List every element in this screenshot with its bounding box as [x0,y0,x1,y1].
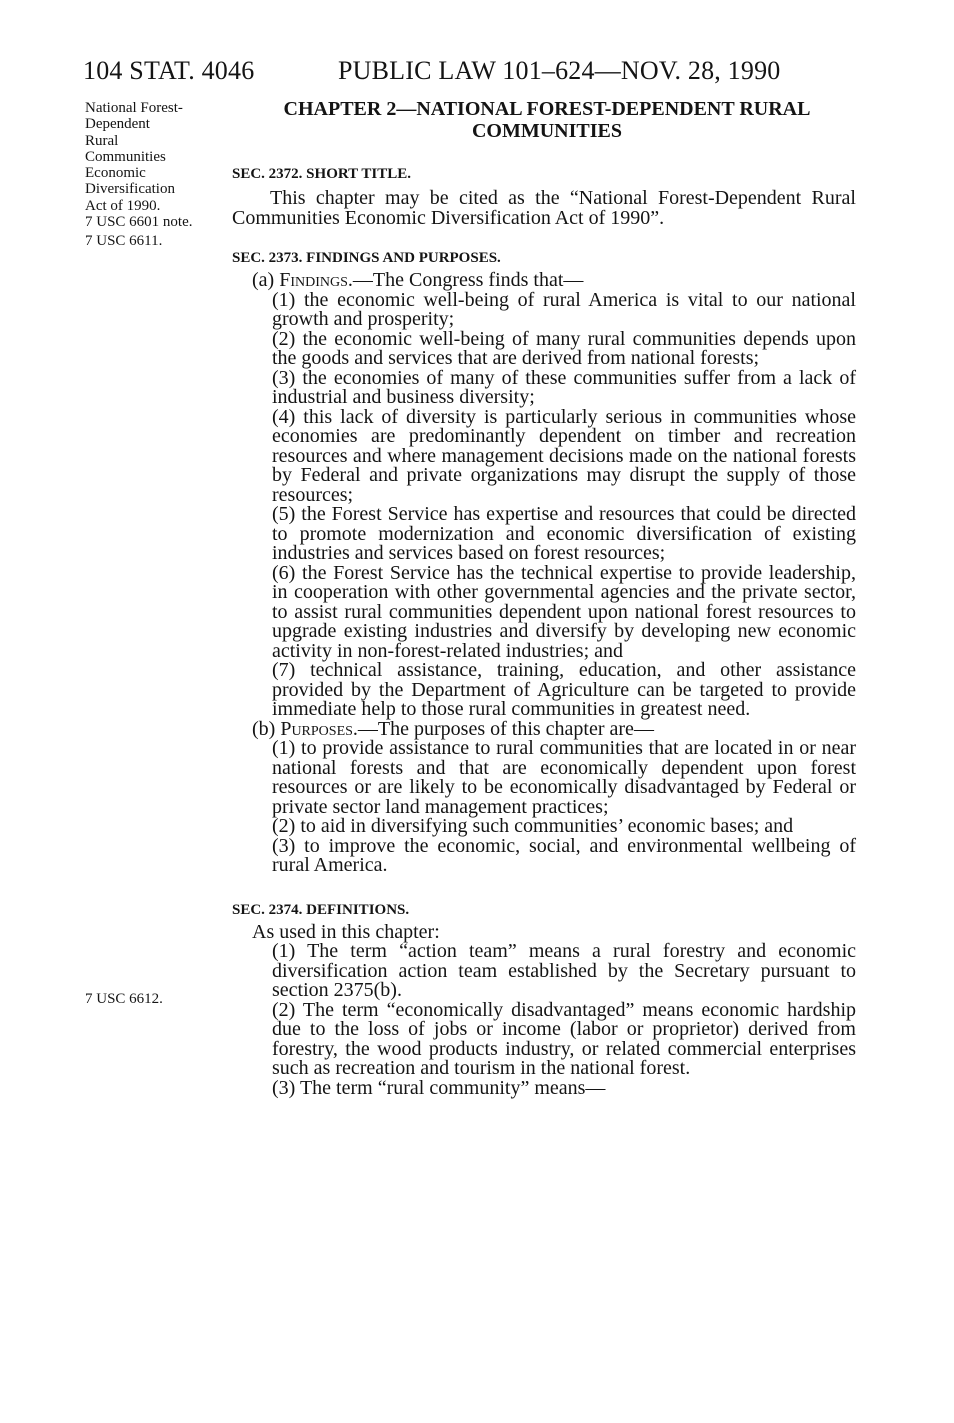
margin-note-act-title [85,100,193,230]
definitions-intro: As used in this chapter: [252,920,440,943]
definition-item: (3) The term “rural community” means— [272,1076,606,1099]
purposes-label: Purposes [280,717,353,740]
finding-item: (3) the economies of many of these communities suffer from a lack of industrial and business diversity; [272,366,856,408]
margin-line: Act of 1990. [85,197,161,214]
chapter-title [232,98,856,142]
chapter-title-line-1: CHAPTER 2—NATIONAL FOREST-DEPENDENT RURAL [283,98,811,120]
margin-line: Dependent [85,116,150,133]
purpose-item: (3) to improve the economic, social, and environmental wellbeing of rural America. [272,834,856,876]
section-2372-heading: SEC. 2372. SHORT TITLE. [232,166,411,182]
margin-line: Diversification [85,181,175,198]
margin-note-usc-6611: 7 USC 6611. [85,233,163,249]
margin-line: 7 USC 6601 note. [85,214,193,231]
purposes-intro: .—The purposes of this chapter are— [352,717,654,740]
finding-item: (1) the economic well-being of rural America is vital to our national growth and prosperity; [272,288,856,330]
page-header [0,56,954,90]
findings-subheading [232,271,856,291]
main-text [232,98,856,1098]
purpose-item: (1) to provide assistance to rural communities that are located in or near national forests and that are economically dependent upon forest resources or are likely to be economically disadvantaged by Federal or private sector land management practices; [272,737,856,818]
subsection-label: (b) [252,717,281,740]
section-2372-body: This chapter may be cited as the “National Forest-Dependent Rural Communities Economic Diversification Act of 1990”. [232,187,856,229]
margin-line: Communities [85,148,166,165]
finding-item: (4) this lack of diversity is particularly serious in communities whose economies are predominantly dependent on timber and recreation resources and where management decisions made on the national forests by Federal and private organizations may disrupt the supply of those resources; [272,405,856,506]
subsection-label: (a) [252,269,280,291]
margin-line: National Forest- [85,100,183,116]
definition-item: (2) The term “economically disadvantaged” means economic hardship due to the loss of jobs or income (labor or proprietor) derived from forestry, the wood products industry, or related commercial enterprises such as recreation and tourism in the national forest. [272,998,856,1079]
chapter-title-line-2: COMMUNITIES [471,120,622,142]
findings-intro: .—The Congress finds that— [347,269,584,291]
findings-label: Findings [279,269,348,291]
section-2373-heading: SEC. 2373. FINDINGS AND PURPOSES. [232,250,501,266]
stat-citation: 104 STAT. 4046 [83,56,255,85]
finding-item: (2) the economic well-being of many rural communities depends upon the goods and services that are derived from national forests; [272,327,856,369]
margin-note-usc-6612: 7 USC 6612. [85,991,163,1007]
public-law-citation: PUBLIC LAW 101–624—NOV. 28, 1990 [338,56,781,85]
margin-line: Economic [85,165,146,182]
section-2374-heading: SEC. 2374. DEFINITIONS. [232,901,410,918]
finding-item: (6) the Forest Service has the technical expertise to provide leadership, in cooperation with other governmental agencies and the private sector, to assist rural communities dependent upon national forest resources to upgrade existing industries and diversify by developing new economic activity in non-forest-related industries; and [272,561,856,662]
finding-item: (7) technical assistance, training, education, and other assistance provided by the Department of Agriculture can be targeted to provide immediate help to those rural communities in greatest need. [272,659,856,720]
purpose-item: (2) to aid in diversifying such communities’ economic bases; and [272,815,794,837]
definition-item: (1) The term “action team” means a rural forestry and economic diversification action team established by the Secretary pursuant to section 2375(b). [272,940,856,1001]
margin-line: Rural [85,132,119,149]
finding-item: (5) the Forest Service has expertise and resources that could be directed to promote modernization and economic diversification of existing industries and services based on forest resources; [272,503,856,564]
